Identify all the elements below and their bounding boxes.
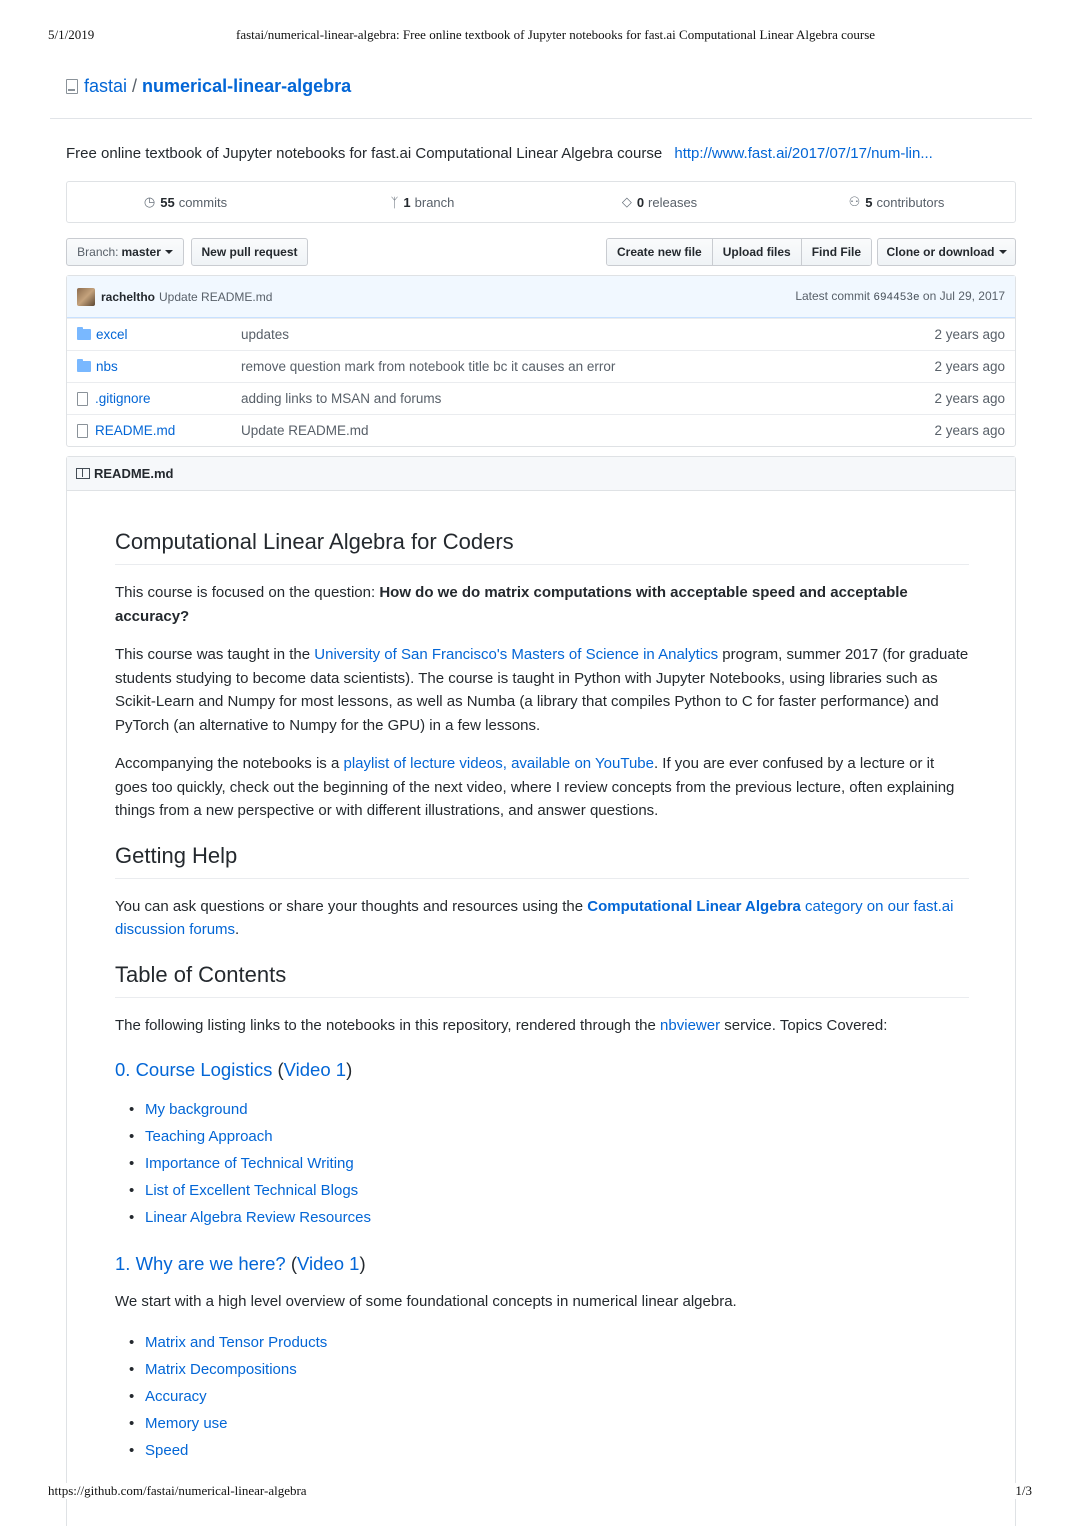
readme-title: README.md xyxy=(94,466,174,481)
paragraph-text: . If you are ever confused by a lecture or it goes too quickly, check out the beginning of the next video, where I review concepts from the previous lecture, often explaining things from a new perspective or with different illustrations, and answer questions. xyxy=(115,755,955,819)
file-icon xyxy=(77,392,88,406)
people-icon: ⚇ xyxy=(848,194,861,209)
toc-link[interactable]: Speed xyxy=(145,1441,189,1459)
toc-link[interactable]: List of Excellent Technical Blogs xyxy=(145,1182,359,1199)
table-row xyxy=(67,382,1015,414)
readme-box xyxy=(66,456,1016,1526)
file-name[interactable]: excel xyxy=(96,327,128,342)
toc-link[interactable]: Importance of Technical Writing xyxy=(145,1155,354,1172)
branch-prefix: Branch: xyxy=(77,245,119,259)
file-age: 2 years ago xyxy=(934,423,1005,438)
folder-icon xyxy=(77,361,91,372)
numbers-summary xyxy=(66,181,1016,223)
file-table xyxy=(66,275,1016,447)
toc-link[interactable]: Matrix Decompositions xyxy=(145,1360,297,1378)
repo-homepage-link[interactable]: http://www.fast.ai/2017/07/17/num-lin... xyxy=(674,145,933,162)
file-name-link[interactable] xyxy=(77,359,241,374)
forums-link-text: category on our fast.ai discussion forums xyxy=(115,897,954,938)
commit-date: on Jul 29, 2017 xyxy=(922,289,1005,303)
readme-paragraph xyxy=(115,581,969,628)
table-row xyxy=(67,414,1015,446)
contributors-link[interactable] xyxy=(778,182,1015,222)
commit-sha[interactable]: 694453e xyxy=(873,292,920,304)
clone-download-button[interactable] xyxy=(877,238,1016,266)
paragraph-text: You can ask questions or share your thoughts and resources using the xyxy=(115,897,588,915)
section-heading-help: Getting Help xyxy=(115,841,969,879)
branch-select-button[interactable] xyxy=(66,238,184,266)
history-icon: ◷ xyxy=(143,194,156,209)
readme-paragraph xyxy=(115,752,969,823)
list-item xyxy=(129,1329,969,1356)
branch-link[interactable] xyxy=(304,182,541,222)
create-new-file-button[interactable]: Create new file xyxy=(607,239,713,265)
usf-msan-link[interactable]: University of San Francisco's Masters of Science in Analytics xyxy=(314,646,719,663)
section-heading-toc: Table of Contents xyxy=(115,960,969,998)
file-name-link[interactable] xyxy=(77,391,241,406)
toc-list-1 xyxy=(129,1329,969,1464)
file-name[interactable]: README.md xyxy=(95,423,176,438)
paragraph-text: service. Topics Covered: xyxy=(720,1016,888,1034)
releases-label: releases xyxy=(648,194,698,210)
print-date: 5/1/2019 xyxy=(48,27,95,42)
caret-down-icon xyxy=(999,250,1007,254)
branch-label: branch xyxy=(414,194,455,210)
toc-section-0: 0. Course Logistics (Video 1) xyxy=(115,1059,353,1080)
toc-link[interactable]: Accuracy xyxy=(145,1387,207,1405)
print-title: fastai/numerical-linear-algebra: Free online textbook of Jupyter notebooks for fast.ai Computational Linear Algebra course xyxy=(236,27,876,42)
video-link[interactable]: Video 1 xyxy=(283,1059,347,1080)
readme-paragraph xyxy=(115,1014,969,1038)
file-name-link[interactable] xyxy=(77,423,241,438)
course-logistics-link[interactable]: 0. Course Logistics xyxy=(115,1059,273,1080)
releases-count: 0 xyxy=(636,194,645,210)
readme-heading: Computational Linear Algebra for Coders xyxy=(115,527,969,565)
paragraph-text: program, summer 2017 (for graduate students studying to become data scientists). The course is taught in Python with Jupyter Notebooks, using libraries such as Scikit-Learn and Numpy for most lessons, as well as Numba (a library that compiles Python to C for faster performance) and PyTorch (an alternative to Numpy for the GPU) in a few lessons. xyxy=(115,646,969,734)
upload-files-button[interactable]: Upload files xyxy=(713,239,802,265)
clone-label: Clone or download xyxy=(886,245,995,259)
paragraph-text: The following listing links to the notebooks in this repository, rendered through the xyxy=(115,1016,661,1034)
commits-count: 55 xyxy=(160,194,175,210)
commit-author[interactable]: racheltho xyxy=(101,289,156,304)
paragraph-text: . xyxy=(235,921,240,938)
toc-list-0 xyxy=(129,1096,969,1231)
file-name-link[interactable] xyxy=(77,327,241,342)
toc-link[interactable]: My background xyxy=(145,1101,248,1118)
repo-name-link[interactable]: numerical-linear-algebra xyxy=(142,76,352,96)
toc-link[interactable]: Memory use xyxy=(145,1414,228,1432)
header-divider xyxy=(50,118,1032,119)
list-item xyxy=(129,1123,969,1150)
releases-link[interactable] xyxy=(541,182,778,222)
toc-link[interactable]: Matrix and Tensor Products xyxy=(145,1333,328,1351)
repo-header xyxy=(66,76,351,97)
contributors-label: contributors xyxy=(876,194,945,210)
list-item xyxy=(129,1437,969,1464)
commit-message[interactable]: Update README.md xyxy=(159,289,273,304)
commit-meta xyxy=(795,289,1005,304)
table-row xyxy=(67,318,1015,350)
tag-icon: ◇ xyxy=(621,194,632,209)
commits-link[interactable] xyxy=(67,182,304,222)
contributors-count: 5 xyxy=(865,194,873,210)
git-branch-icon: ᛉ xyxy=(390,194,399,210)
file-actions-group xyxy=(606,238,872,266)
list-item xyxy=(129,1177,969,1204)
paragraph-bold: How do we do matrix computations with acceptable speed and acceptable accuracy? xyxy=(115,584,908,625)
toc-section-1: 1. Why are we here? (Video 1) xyxy=(115,1253,366,1274)
repo-description-line xyxy=(66,145,933,162)
file-commit-message[interactable]: adding links to MSAN and forums xyxy=(241,391,442,406)
readme-header xyxy=(67,457,1015,491)
file-age: 2 years ago xyxy=(934,327,1005,342)
list-item xyxy=(129,1096,969,1123)
file-commit-message[interactable]: updates xyxy=(241,327,290,342)
youtube-playlist-link[interactable]: playlist of lecture videos, available on YouTube xyxy=(343,755,654,772)
find-file-button[interactable]: Find File xyxy=(802,239,871,265)
readme-content xyxy=(115,527,969,1479)
readme-paragraph xyxy=(115,643,969,737)
commits-label: commits xyxy=(178,194,228,210)
book-icon xyxy=(76,468,90,479)
repo-separator: / xyxy=(132,76,138,96)
repo-icon xyxy=(66,79,78,94)
file-commit-message[interactable]: Update README.md xyxy=(241,423,369,438)
latest-commit-bar xyxy=(67,276,1015,318)
list-item xyxy=(129,1204,969,1231)
paragraph-text: This course was taught in the xyxy=(115,646,315,663)
file-age: 2 years ago xyxy=(934,391,1005,406)
file-name[interactable]: nbs xyxy=(96,359,118,374)
branch-count: 1 xyxy=(403,194,411,210)
list-item xyxy=(129,1383,969,1410)
toc-link[interactable]: Linear Algebra Review Resources xyxy=(145,1209,371,1226)
list-item xyxy=(129,1356,969,1383)
why-are-we-here-link[interactable]: 1. Why are we here? xyxy=(115,1253,286,1274)
toc-link[interactable]: Teaching Approach xyxy=(145,1128,273,1145)
forums-link-bold: Computational Linear Algebra xyxy=(587,897,801,915)
branch-name: master xyxy=(121,245,161,259)
paragraph-text: Accompanying the notebooks is a xyxy=(115,755,344,772)
readme-paragraph: We start with a high level overview of some foundational concepts in numerical linear algebra. xyxy=(115,1293,737,1310)
folder-icon xyxy=(77,329,91,340)
file-icon xyxy=(77,424,88,438)
file-age: 2 years ago xyxy=(934,359,1005,374)
caret-down-icon xyxy=(165,250,173,254)
avatar[interactable] xyxy=(77,288,95,306)
video-link[interactable]: Video 1 xyxy=(297,1253,360,1274)
list-item xyxy=(129,1150,969,1177)
readme-paragraph xyxy=(115,895,969,942)
repo-owner-link[interactable]: fastai xyxy=(84,76,128,96)
paragraph-text: This course is focused on the question: xyxy=(115,584,380,601)
print-page-number: 1/3 xyxy=(1015,1483,1032,1498)
new-pull-request-button[interactable]: New pull request xyxy=(191,238,308,266)
nbviewer-link[interactable]: nbviewer xyxy=(660,1016,721,1034)
print-url: https://github.com/fastai/numerical-linear-algebra xyxy=(48,1483,311,1499)
repo-description: Free online textbook of Jupyter notebooks for fast.ai Computational Linear Algebra course xyxy=(66,145,663,162)
latest-commit-label: Latest commit xyxy=(795,289,871,303)
list-item xyxy=(129,1410,969,1437)
file-name[interactable]: .gitignore xyxy=(95,391,151,406)
table-row xyxy=(67,350,1015,382)
file-commit-message[interactable]: remove question mark from notebook title bc it causes an error xyxy=(241,359,616,374)
